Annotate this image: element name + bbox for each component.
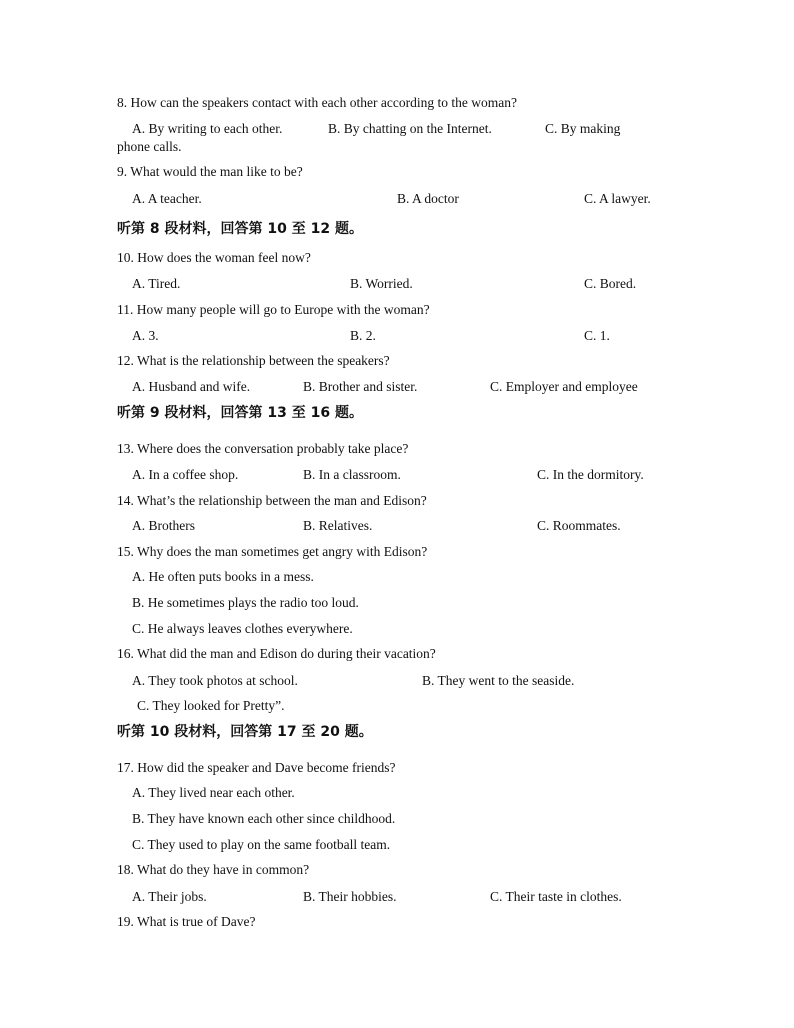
q10-option-a: A. Tired. [132,276,181,291]
question-18: 18. What do they have in common? [117,862,310,877]
q17-option-a: A. They lived near each other. [132,785,295,800]
q13-option-c: C. In the dormitory. [537,467,644,482]
q13-option-b: B. In a classroom. [303,467,401,482]
q16-option-b: B. They went to the seaside. [422,673,575,688]
question-19: 19. What is true of Dave? [117,914,256,929]
q12-option-a: A. Husband and wife. [132,379,251,394]
q14-option-a: A. Brothers [132,518,195,533]
q11-option-b: B. 2. [350,328,376,343]
q9-option-b: B. A doctor [397,191,459,206]
section-heading-8: 听第 8 段材料，回答第 10 至 12 题。 [117,221,363,237]
q13-option-a: A. In a coffee shop. [132,467,239,482]
q10-option-b: B. Worried. [350,276,413,291]
q9-option-a: A. A teacher. [132,191,202,206]
q15-option-b: B. He sometimes plays the radio too loud. [132,595,359,610]
question-9: 9. What would the man like to be? [117,164,303,179]
q16-option-a: A. They took photos at school. [132,673,298,688]
q16-option-c: C. They looked for Pretty”. [137,698,285,713]
q12-option-c: C. Employer and employee [490,379,638,394]
question-10: 10. How does the woman feel now? [117,250,311,265]
q8-option-c: C. By making [545,121,621,136]
q18-option-a: A. Their jobs. [132,889,207,904]
question-17: 17. How did the speaker and Dave become friends? [117,760,396,775]
q14-option-c: C. Roommates. [537,518,621,533]
q8-option-a: A. By writing to each other. [132,121,283,136]
q12-option-b: B. Brother and sister. [303,379,418,394]
section-heading-9: 听第 9 段材料，回答第 13 至 16 题。 [117,405,363,421]
q11-option-a: A. 3. [132,328,159,343]
question-11: 11. How many people will go to Europe with the woman? [117,302,430,317]
q18-option-c: C. Their taste in clothes. [490,889,622,904]
question-8: 8. How can the speakers contact with each other according to the woman? [117,95,517,110]
q8-option-c-continued: phone calls. [117,139,182,154]
q14-option-b: B. Relatives. [303,518,373,533]
q17-option-c: C. They used to play on the same football team. [132,837,391,852]
question-15: 15. Why does the man sometimes get angry with Edison? [117,544,428,559]
question-13: 13. Where does the conversation probably take place? [117,441,409,456]
section-heading-10: 听第 10 段材料，回答第 17 至 20 题。 [117,724,373,740]
q8-option-b: B. By chatting on the Internet. [328,121,492,136]
q9-option-c: C. A lawyer. [584,191,651,206]
q11-option-c: C. 1. [584,328,610,343]
q15-option-c: C. He always leaves clothes everywhere. [132,621,353,636]
q17-option-b: B. They have known each other since childhood. [132,811,396,826]
question-14: 14. What’s the relationship between the man and Edison? [117,493,427,508]
q18-option-b: B. Their hobbies. [303,889,397,904]
q15-option-a: A. He often puts books in a mess. [132,569,314,584]
q10-option-c: C. Bored. [584,276,637,291]
question-16: 16. What did the man and Edison do during their vacation? [117,646,436,661]
question-12: 12. What is the relationship between the speakers? [117,353,390,368]
